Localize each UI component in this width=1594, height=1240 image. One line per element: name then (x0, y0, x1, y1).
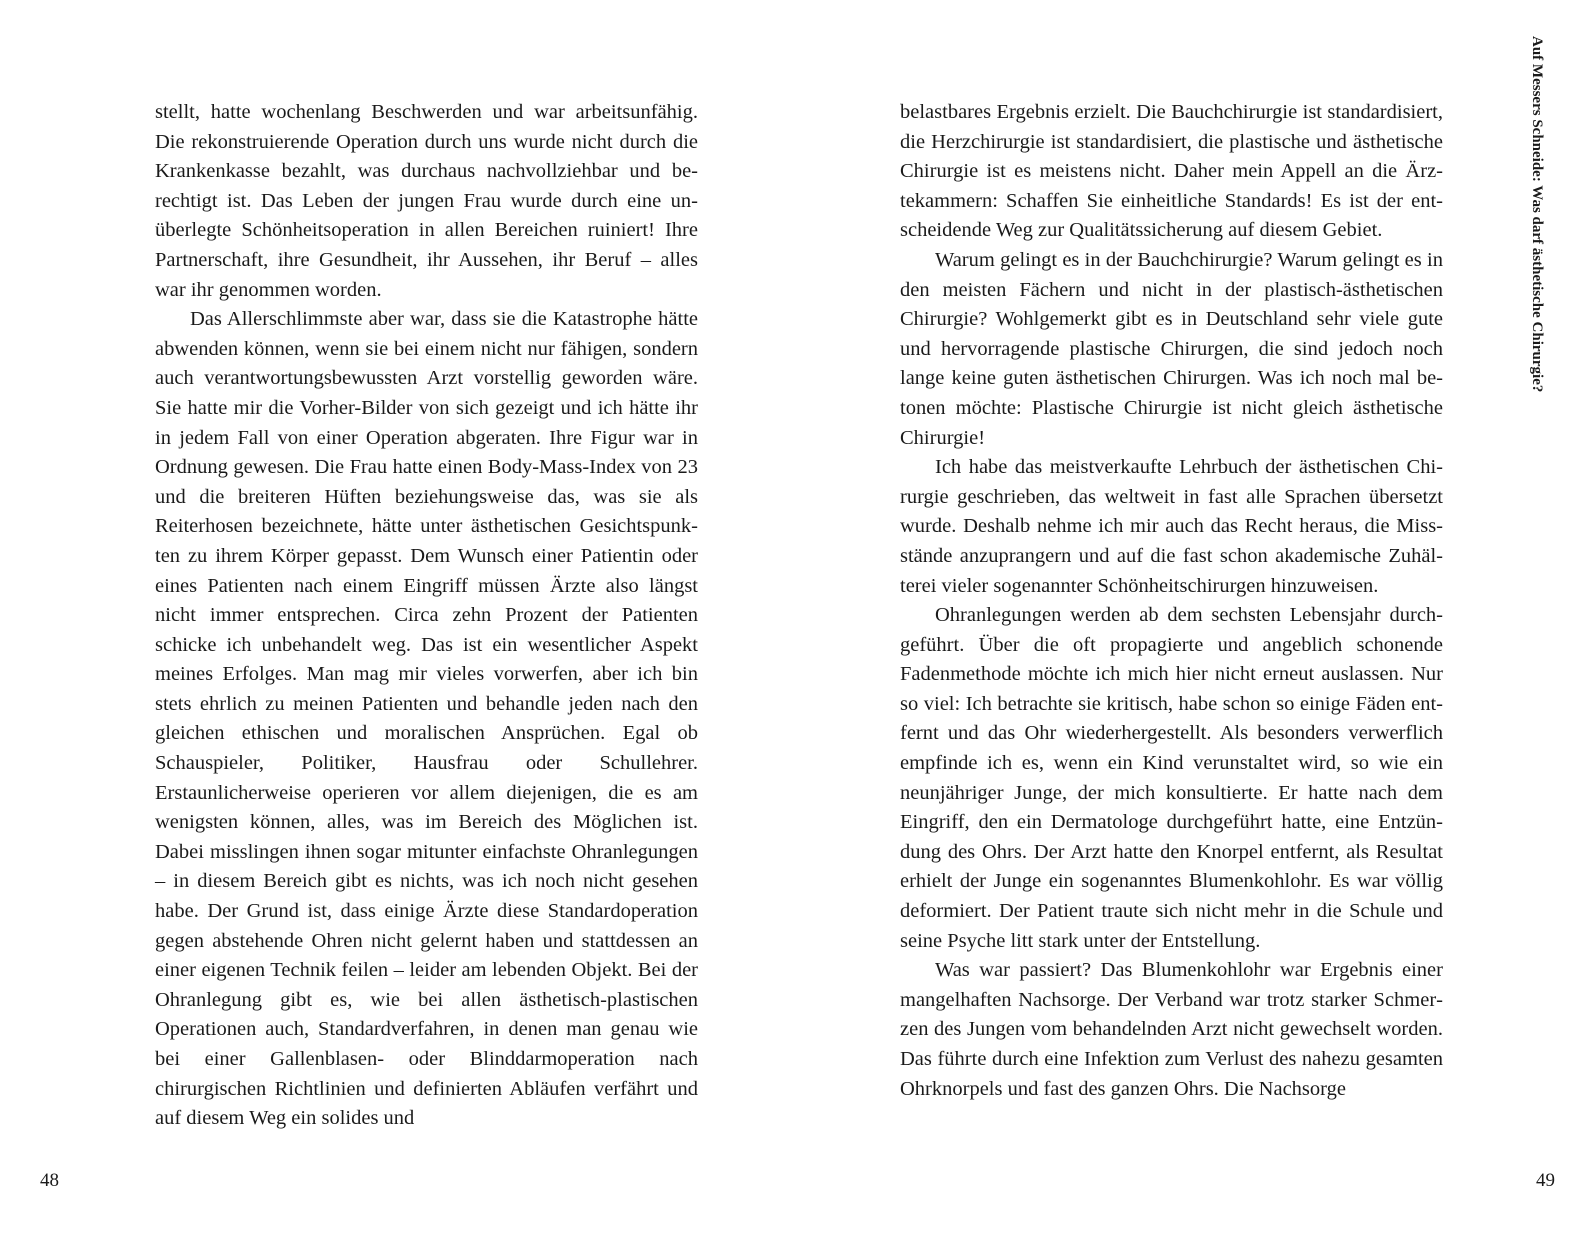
left-paragraph-2: Das Allerschlimmste aber war, dass sie die Katastrophe hätte abwenden können, wenn sie bei einem nicht nur fähigen, sondern auch verantwortungsbewussten Arzt vorstellig geworden wäre. Sie hatte mir die Vorher-Bilder von sich gezeigt und ich hätte ihr in jedem Fall von einer Operation abgeraten. Ihre Figur war in Ordnung gewesen. Die Frau hatte einen Body-Mass-Index von 23 und die breiteren Hüften beziehungsweise das, was sie als Reiterhosen bezeichnete, hätte unter ästhetischen Gesichtspunkten zu ihrem Körper gepasst. Dem Wunsch einer Patientin oder eines Patienten nach einem Eingriff müssen Ärzte also längst nicht immer entsprechen. Circa zehn Prozent der Patienten schicke ich unbehandelt weg. Das ist ein wesentlicher Aspekt meines Erfolges. Man mag mir vieles vorwerfen, aber ich bin stets ehrlich zu meinen Patienten und behandle jeden nach den gleichen ethischen und moralischen Ansprüchen. Egal ob Schauspieler, Politiker, Hausfrau oder Schullehrer. Erstaunlicherweise operieren vor allem diejenigen, die es am wenigsten können, alles, was im Bereich des Möglichen ist. Dabei misslingen ihnen sogar mitunter einfachste Ohranlegungen – in diesem Bereich gibt es nichts, was ich noch nicht gesehen habe. Der Grund ist, dass einige Ärzte diese Standardoperation gegen abstehende Ohren nicht gelernt haben und stattdessen an einer eigenen Technik feilen – leider am lebenden Objekt. Bei der Ohranlegung gibt es, wie bei allen ästhetisch-plastischen Operationen auch, Standardverfahren, in denen man genau wie bei einer Gallenblasen- oder Blinddarmoperation nach chirurgischen Richtlinien und definierten Abläufen verfährt und auf diesem Weg ein solides und (155, 308, 698, 1130)
right-paragraph-1: belastbares Ergebnis erzielt. Die Bauchchirurgie ist standardisiert, die Herzchirurgie ist standardisiert, die plastische und ästhetische Chirurgie ist es meistens nicht. Daher mein Appell an die Ärztekammern: Schaffen Sie einheitliche Standards! Es ist der entscheidende Weg zur Qualitätssicherung auf diesem Gebiet. (900, 101, 1443, 242)
page-number-left: 48 (40, 1170, 59, 1191)
right-page (797, 0, 1594, 1240)
running-header: Auf Messers Schneide: Was darf ästhetische Chirurgie? (1529, 36, 1545, 393)
left-page-body (155, 98, 698, 1134)
right-paragraph-3: Ich habe das meistverkaufte Lehrbuch der ästhetischen Chirurgie geschrieben, das weltweit in fast alle Sprachen übersetzt wurde. Deshalb nehme ich mir auch das Recht heraus, die Missstände anzuprangern und auf die fast schon akademische Zuhälterei vieler sogenannter Schönheitschirurgen hinzuweisen. (900, 456, 1443, 597)
right-paragraph-2: Warum gelingt es in der Bauchchirurgie? Warum gelingt es in den meisten Fächern und nicht in der plastisch-ästhetischen Chirurgie? Wohlgemerkt gibt es in Deutschland sehr viele gute und hervorragende plastische Chirurgen, die sind jedoch noch lange keine guten ästhetischen Chirurgen. Was ich noch mal betonen möchte: Plastische Chirurgie ist nicht gleich ästhetische Chirurgie! (900, 248, 1443, 449)
right-page-body (900, 98, 1443, 1104)
page-number-right: 49 (1536, 1170, 1555, 1191)
right-paragraph-5: Was war passiert? Das Blumenkohlohr war Ergebnis einer mangelhaften Nachsorge. Der Verband war trotz starker Schmerzen des Jungen vom behandelnden Arzt nicht gewechselt worden. Das führte durch eine Infektion zum Verlust des nahezu gesamten Ohrknorpels und fast des ganzen Ohrs. Die Nachsorge (900, 959, 1443, 1100)
left-paragraph-1: stellt, hatte wochenlang Beschwerden und war arbeitsunfähig. Die rekonstruierende Operation durch uns wurde nicht durch die Krankenkasse bezahlt, was durchaus nachvollziehbar und berechtigt ist. Das Leben der jungen Frau wurde durch eine unüberlegte Schönheitsoperation in allen Bereichen ruiniert! Ihre Partnerschaft, ihre Gesundheit, ihr Aussehen, ihr Beruf – alles war ihr genommen worden. (155, 101, 698, 301)
right-paragraph-4: Ohranlegungen werden ab dem sechsten Lebensjahr durchgeführt. Über die oft propagierte und angeblich schonende Fadenmethode möchte ich mich hier nicht erneut auslassen. Nur so viel: Ich betrachte sie kritisch, habe schon so einige Fäden entfernt und das Ohr wiederhergestellt. Als besonders verwerflich empfinde ich es, wenn ein Kind verunstaltet wird, so wie ein neunjähriger Junge, der mich konsultierte. Er hatte nach dem Eingriff, den ein Dermatologe durchgeführt hatte, eine Entzündung des Ohrs. Der Arzt hatte den Knorpel entfernt, als Resultat erhielt der Junge ein sogenanntes Blumenkohlohr. Es war völlig deformiert. Der Patient traute sich nicht mehr in die Schule und seine Psyche litt stark unter der Entstellung. (900, 604, 1443, 952)
